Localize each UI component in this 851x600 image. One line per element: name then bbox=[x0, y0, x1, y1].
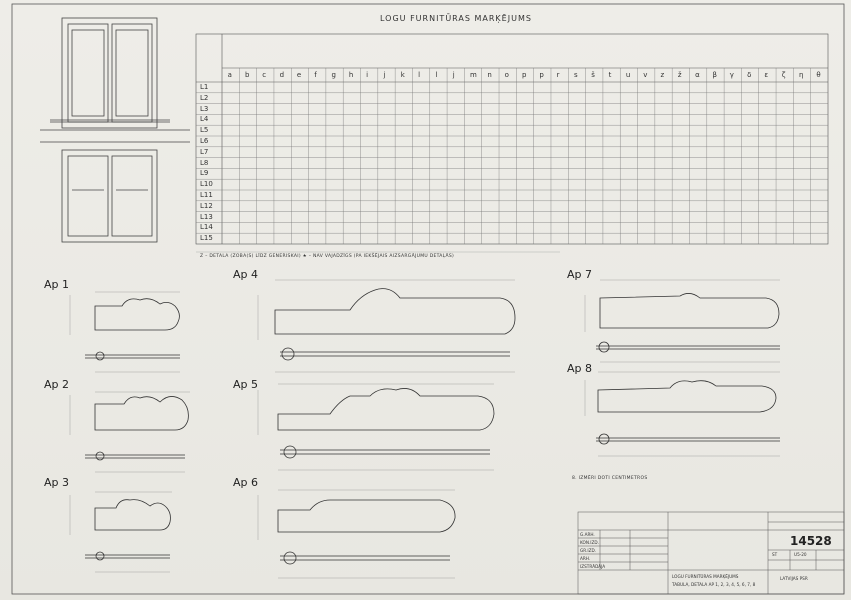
table-row-label: L10 bbox=[200, 180, 213, 189]
part-label-ap7: Ap 7 bbox=[567, 268, 593, 281]
table-column-letter: o bbox=[504, 71, 509, 79]
table-row-label: L11 bbox=[200, 191, 213, 199]
table-column-letter: k bbox=[400, 71, 405, 79]
table-column-letter: j bbox=[383, 71, 386, 79]
table-column-letter: β bbox=[712, 71, 717, 79]
table-column-letter: η bbox=[799, 71, 804, 79]
table-column-letter: š bbox=[591, 71, 595, 79]
tb-row-4: ARH. bbox=[580, 556, 591, 561]
table-row-label: L8 bbox=[200, 158, 209, 167]
page-title: LOGU FURNITŪRAS MARĶĒJUMS bbox=[380, 14, 532, 23]
table-row-label: L5 bbox=[200, 126, 209, 135]
table-column-letter: p bbox=[539, 71, 544, 79]
furniture-table-grid bbox=[196, 34, 828, 244]
table-legend: Z – DETALA (ZOBA(S) LĪDZ GENERISKAI) ★ – NAV VAJADZĪGS (PA IEKŠĒJAIS AIZSARGĀJUMU DETAĻĀS) bbox=[200, 254, 455, 259]
tb-org: LATVIJAS PSR bbox=[780, 576, 808, 581]
part-label-ap4: Ap 4 bbox=[233, 268, 259, 281]
tb-row-5: IZSTRĀDĀJA bbox=[580, 564, 606, 569]
table-column-letter: ž bbox=[677, 71, 682, 79]
tb-subtitle: TABULA, DETALA AP 1, 2, 3, 4, 5, 6, 7, 8 bbox=[672, 582, 756, 587]
table-column-letter: a bbox=[227, 71, 232, 79]
window-elevation-top bbox=[50, 18, 170, 128]
table-column-letter: n bbox=[487, 71, 492, 79]
part-label-ap6: Ap 6 bbox=[233, 476, 259, 489]
tb-stage: ST bbox=[772, 552, 778, 557]
part-label-ap1: Ap 1 bbox=[44, 278, 70, 291]
tb-row-2: KON.IZD. bbox=[580, 540, 599, 545]
tb-sheet: U5-20 bbox=[794, 552, 807, 557]
tb-row-1: G.ARH. bbox=[580, 532, 595, 537]
table-column-letter: α bbox=[695, 71, 700, 79]
table-column-letter: γ bbox=[729, 71, 734, 79]
table-column-letter: δ bbox=[747, 71, 752, 79]
table-column-letter: g bbox=[331, 71, 336, 79]
window-elevation-bottom bbox=[40, 130, 190, 242]
table-column-letter: ε bbox=[764, 71, 769, 79]
table-column-letter: v bbox=[643, 71, 648, 79]
table-row-label: L2 bbox=[200, 93, 209, 102]
part-label-ap3: Ap 3 bbox=[44, 476, 70, 489]
table-row-label: L13 bbox=[200, 212, 213, 221]
table-column-letter: z bbox=[660, 71, 665, 79]
table-column-letter: m bbox=[470, 71, 477, 79]
table-column-letter: t bbox=[608, 71, 612, 79]
table-column-letter: d bbox=[279, 71, 285, 79]
table-column-letter: l bbox=[418, 71, 421, 79]
table-column-letter: j bbox=[452, 71, 455, 79]
table-row-label: L14 bbox=[200, 223, 213, 232]
part-drawings bbox=[85, 289, 780, 564]
table-column-letter: f bbox=[314, 71, 317, 79]
table-row-label: L3 bbox=[200, 104, 209, 113]
table-row-label: L12 bbox=[200, 201, 213, 210]
table-column-letter: l bbox=[435, 71, 438, 79]
table-row-label: L1 bbox=[200, 83, 209, 91]
table-column-letter: h bbox=[348, 71, 354, 79]
table-row-label: L6 bbox=[200, 137, 209, 145]
table-row-label: L4 bbox=[200, 115, 209, 124]
tb-row-3: GR.IZD. bbox=[580, 548, 596, 553]
part-label-ap8: Ap 8 bbox=[567, 362, 593, 375]
tb-doc-number: 14528 bbox=[790, 534, 832, 548]
table-column-letter: r bbox=[556, 71, 560, 79]
table-row-label: L7 bbox=[200, 147, 209, 156]
table-column-letter: p bbox=[522, 71, 527, 79]
table-column-letter: i bbox=[366, 71, 369, 79]
table-column-letter: θ bbox=[816, 71, 821, 79]
part-label-ap2: Ap 2 bbox=[44, 378, 70, 391]
table-column-letter: s bbox=[573, 71, 578, 79]
table-column-letter: b bbox=[244, 71, 250, 79]
tb-project: LOGU FURNITŪRAS MARĶĒJUMS bbox=[672, 574, 739, 579]
table-column-letter: u bbox=[625, 71, 631, 79]
table-row-label: L15 bbox=[200, 234, 213, 243]
ap8-note: 8. IZMĒRI DOTI CENTIMETROS bbox=[572, 476, 648, 481]
table-column-letter: e bbox=[296, 71, 302, 79]
part-label-ap5: Ap 5 bbox=[233, 378, 259, 391]
table-column-letter: ζ bbox=[781, 71, 786, 79]
table-row-label: L9 bbox=[200, 169, 209, 178]
table-column-letter: c bbox=[262, 71, 267, 79]
